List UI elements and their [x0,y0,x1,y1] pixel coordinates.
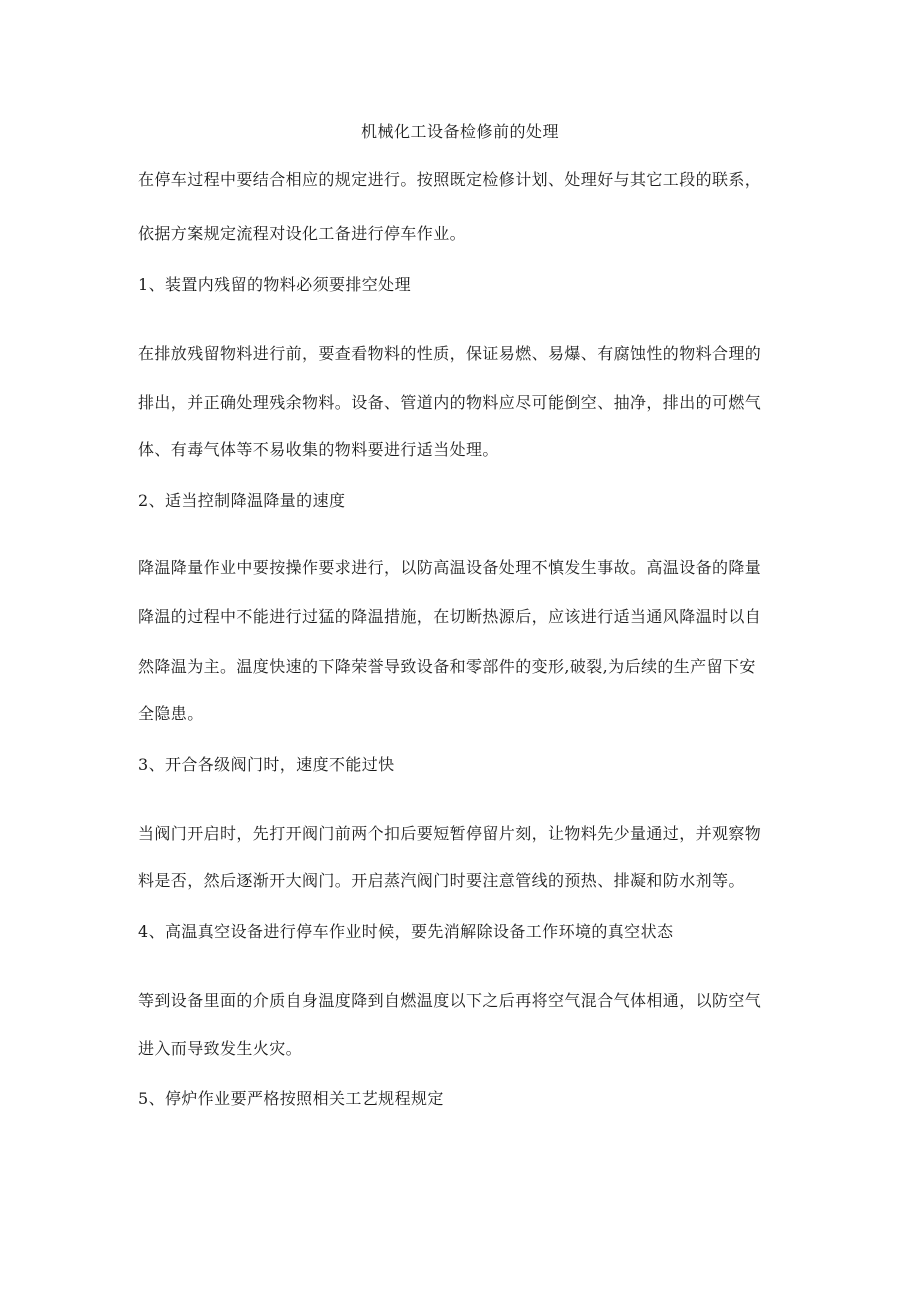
section-heading-2: 2、适当控制降温降量的速度 [138,491,346,510]
page-title: 机械化工设备检修前的处理 [360,122,559,141]
intro-line: 在停车过程中要结合相应的规定进行。按照既定检修计划、处理好与其它工段的联系， [138,170,762,189]
intro-line: 依据方案规定流程对设化工备进行停车作业。 [138,224,467,243]
paragraph-line: 体、有毒气体等不易收集的物料要进行适当处理。 [138,440,499,459]
section-heading-4: 4、高温真空设备进行停车作业时候，要先消解除设备工作环境的真空状态 [138,922,674,941]
section-heading-5: 5、停炉作业要严格按照相关工艺规程规定 [138,1089,444,1108]
paragraph-line: 降温的过程中不能进行过猛的降温措施，在切断热源后，应该进行适当通风降温时以自 [138,607,762,626]
section-heading-3: 3、开合各级阀门时，速度不能过快 [138,755,395,774]
paragraph-line: 料是否，然后逐渐开大阀门。开启蒸汽阀门时要注意管线的预热、排凝和防水剂等。 [138,871,745,890]
paragraph-line: 当阀门开启时，先打开阀门前两个扣后要短暂停留片刻，让物料先少量通过，并观察物 [138,824,762,843]
paragraph-line: 进入而导致发生火灾。 [138,1039,303,1058]
paragraph-line: 排出，并正确处理残余物料。设备、管道内的物料应尽可能倒空、抽净，排出的可燃气 [138,393,762,412]
paragraph-line: 然降温为主。温度快速的下降荣誉导致设备和零部件的变形,破裂,为后续的生产留下安 [138,657,756,676]
paragraph-line: 降温降量作业中要按操作要求进行，以防高温设备处理不慎发生事故。高温设备的降量 [138,558,762,577]
paragraph-line: 等到设备里面的介质自身温度降到自燃温度以下之后再将空气混合气体相通，以防空气 [138,991,762,1010]
section-heading-1: 1、装置内残留的物料必须要排空处理 [138,275,411,294]
paragraph-line: 全隐患。 [138,704,204,723]
paragraph-line: 在排放残留物料进行前，要查看物料的性质，保证易燃、易爆、有腐蚀性的物料合理的 [138,344,762,363]
